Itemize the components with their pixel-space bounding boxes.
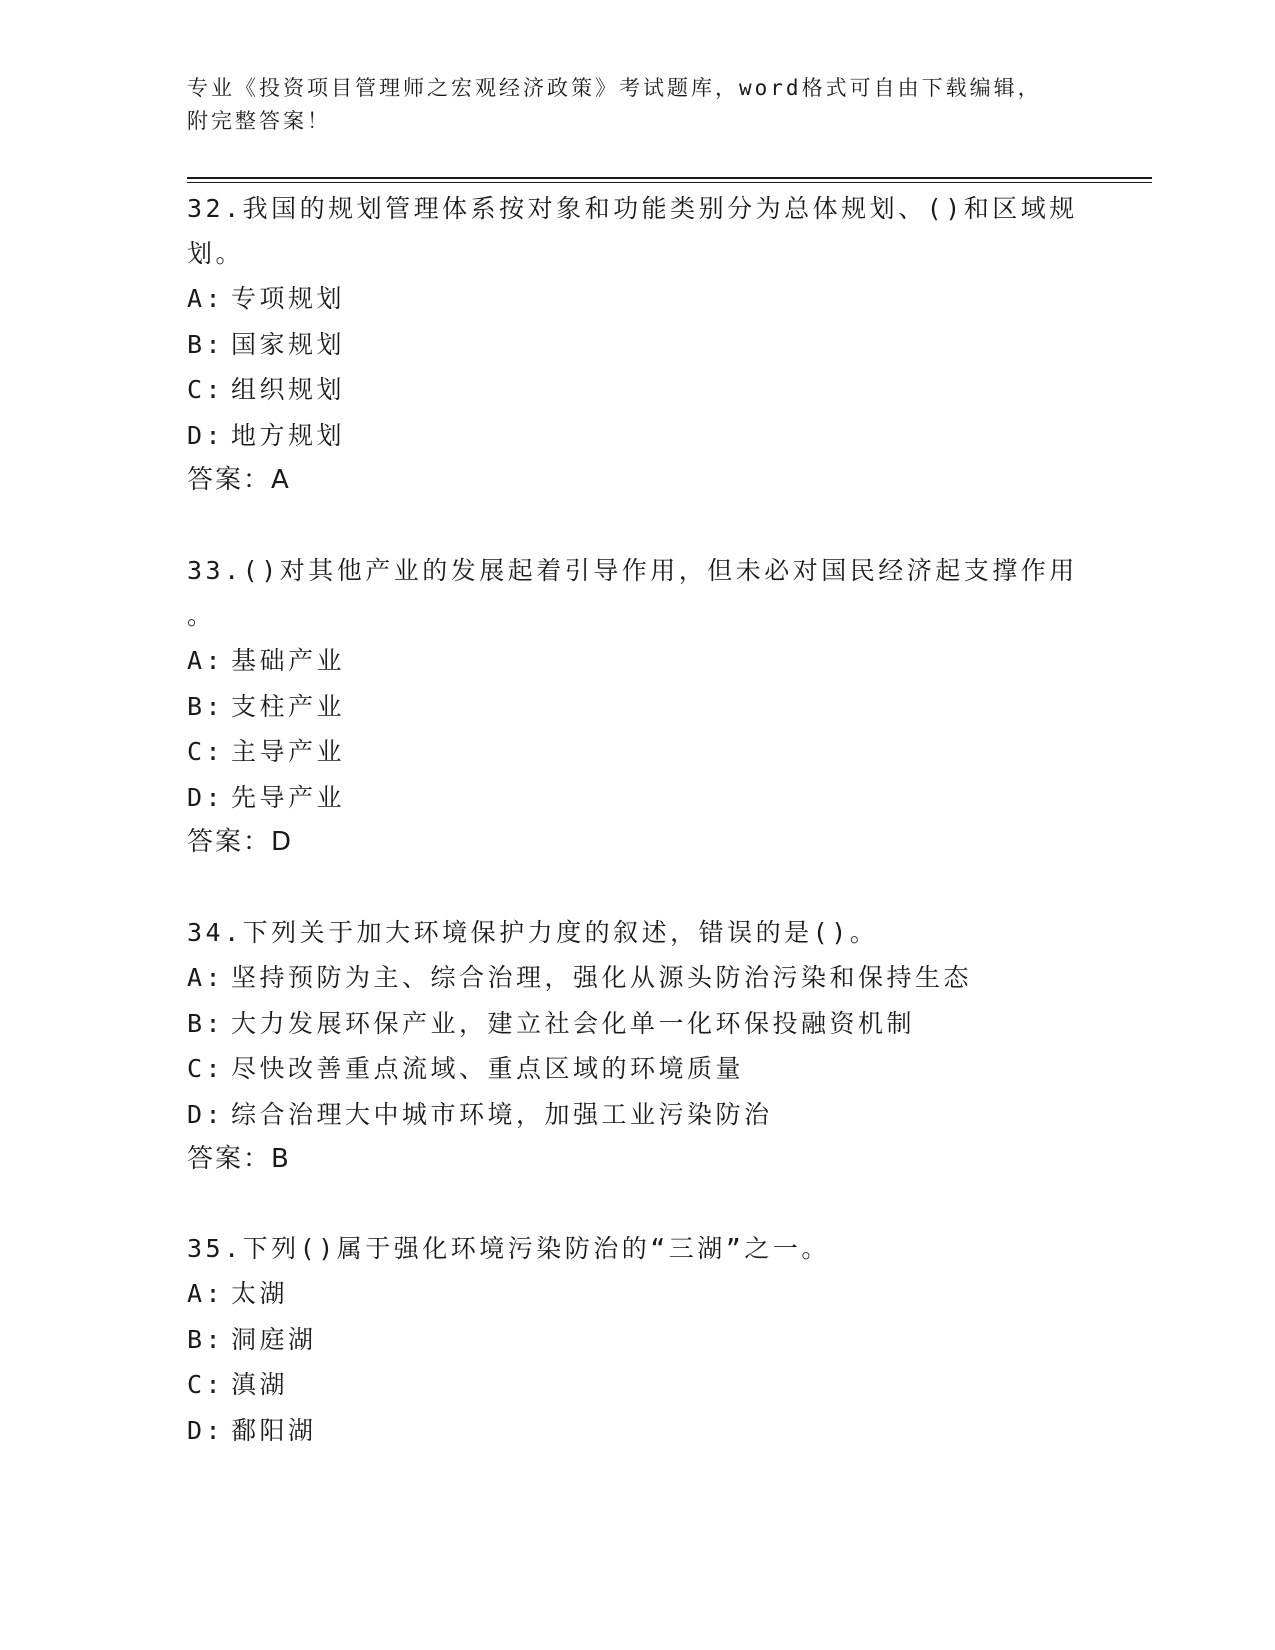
answer-line: 答案：A (187, 465, 291, 495)
option-label: A: (187, 284, 225, 313)
option-label: B: (187, 329, 225, 359)
option-b (187, 1001, 1087, 1047)
option-d (187, 1408, 1087, 1454)
answer-line: 答案：D (187, 827, 294, 857)
option-label: C: (187, 1054, 225, 1083)
question-35 (187, 1226, 1087, 1453)
option-a (187, 638, 1087, 684)
question-stem: 34.下列关于加大环境保护力度的叙述，错误的是()。 (187, 918, 879, 947)
question-stem-continued: 。 (187, 601, 216, 630)
option-c (187, 1046, 1087, 1092)
question-stem-continued: 划。 (187, 239, 245, 268)
option-text: 先导产业 (231, 782, 346, 812)
option-label: A: (187, 646, 225, 675)
option-text: 专项规划 (231, 284, 346, 313)
question-stem: 32.我国的规划管理体系按对象和功能类别分为总体规划、()和区域规 (187, 194, 1078, 223)
option-d (187, 1092, 1087, 1138)
option-label: B: (187, 691, 225, 721)
option-text: 坚持预防为主、综合治理，强化从源头防治污染和保持生态 (231, 963, 973, 992)
option-label: C: (187, 375, 225, 404)
option-text: 国家规划 (231, 329, 346, 359)
option-b (187, 1317, 1087, 1363)
option-text: 太湖 (231, 1279, 289, 1308)
answer-line: 答案：B (187, 1144, 291, 1174)
option-c (187, 367, 1087, 413)
question-32 (187, 186, 1087, 503)
option-label: B: (187, 1008, 225, 1038)
option-label: B: (187, 1324, 225, 1354)
option-label: D: (187, 782, 225, 812)
option-text: 滇湖 (231, 1370, 289, 1399)
option-text: 地方规划 (231, 420, 346, 450)
header-divider-thick (187, 177, 1152, 179)
option-a (187, 1271, 1087, 1317)
option-a (187, 276, 1087, 322)
question-stem: 35.下列()属于强化环境污染防治的“三湖”之一。 (187, 1234, 830, 1263)
question-stem: 33.()对其他产业的发展起着引导作用，但未必对国民经济起支撑作用 (187, 556, 1078, 585)
option-c (187, 1362, 1087, 1408)
question-33 (187, 548, 1087, 865)
option-text: 洞庭湖 (231, 1324, 317, 1354)
option-label: A: (187, 1279, 225, 1308)
header-line-1: 专业《投资项目管理师之宏观经济政策》考试题库，word格式可自由下载编辑， (187, 76, 1042, 100)
option-c (187, 729, 1087, 775)
option-label: D: (187, 420, 225, 450)
option-text: 综合治理大中城市环境，加强工业污染防治 (231, 1099, 773, 1129)
option-b (187, 684, 1087, 730)
option-d (187, 413, 1087, 459)
document-header (187, 72, 1067, 138)
question-34 (187, 910, 1087, 1182)
option-text: 组织规划 (231, 375, 346, 404)
option-text: 支柱产业 (231, 691, 346, 721)
option-a (187, 955, 1087, 1001)
option-label: C: (187, 737, 225, 766)
header-divider-thin (187, 182, 1152, 183)
option-d (187, 775, 1087, 821)
header-line-2: 附完整答案！ (187, 109, 331, 133)
option-text: 大力发展环保产业，建立社会化单一化环保投融资机制 (231, 1008, 916, 1038)
option-text: 鄱阳湖 (231, 1415, 317, 1445)
option-label: D: (187, 1099, 225, 1129)
option-text: 尽快改善重点流域、重点区域的环境质量 (231, 1054, 745, 1083)
option-text: 主导产业 (231, 737, 346, 766)
option-label: A: (187, 963, 225, 992)
option-b (187, 322, 1087, 368)
option-label: C: (187, 1370, 225, 1399)
option-label: D: (187, 1415, 225, 1445)
option-text: 基础产业 (231, 646, 346, 675)
